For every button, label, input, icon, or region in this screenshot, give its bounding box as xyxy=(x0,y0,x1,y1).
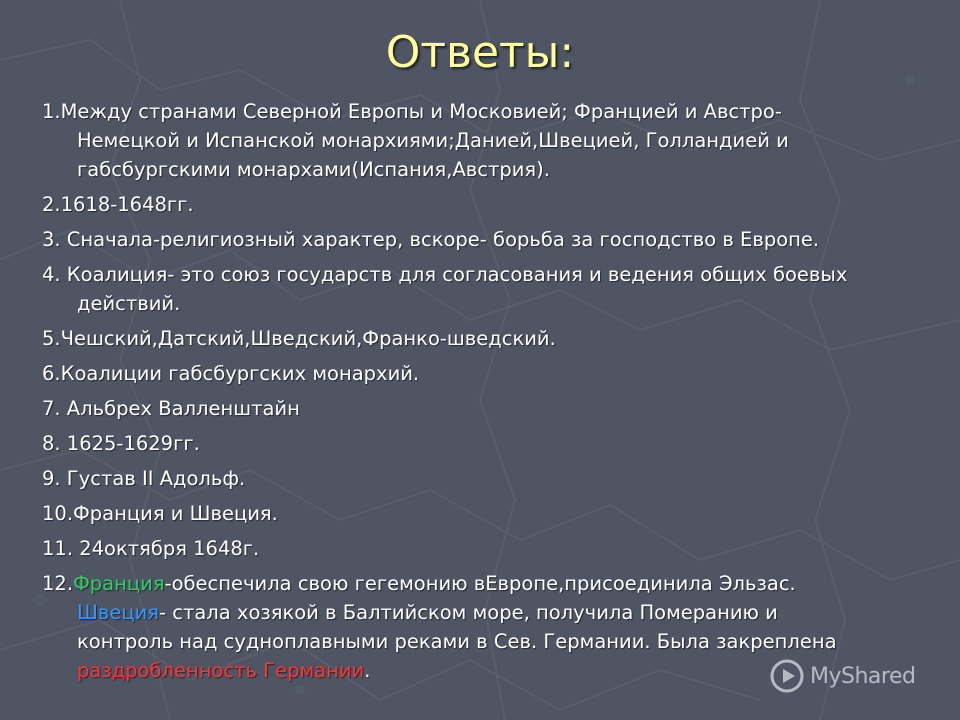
answer-12-line-1 xyxy=(42,569,932,598)
france-text: -обеспечила свою гегемонию вЕвропе,присоединила Эльзас. xyxy=(164,572,796,595)
sweden-highlight: Швеция xyxy=(77,601,160,624)
answer-6: 6.Коалиции габсбургских монархий. xyxy=(42,362,420,385)
france-highlight: Франция xyxy=(73,572,165,595)
answers-list xyxy=(42,97,932,685)
answer-11: 11. 24октября 1648г. xyxy=(42,537,260,560)
watermark-text: MyShared xyxy=(810,663,916,689)
answer-10: 10.Франция и Швеция. xyxy=(42,502,278,525)
answer-5: 5.Чешский,Датский,Шведский,Франко-шведский. xyxy=(42,327,556,350)
answer-12-line-2 xyxy=(42,598,932,627)
answer-7: 7. Альбрех Валленштайн xyxy=(42,397,300,420)
answer-4-line-1: 4. Коалиция- это союз государств для согласования и ведения общих боевых xyxy=(42,263,848,286)
answer-1-line-3: габсбургскими монархами(Испания,Австрия). xyxy=(77,158,550,181)
answer-12-line-3: контроль над судноплавными реками в Сев. Германии. Была закреплена xyxy=(77,630,837,653)
answer-8: 8. 1625-1629гг. xyxy=(42,432,200,455)
answer-9: 9. Густав II Адольф. xyxy=(42,467,246,490)
slide-title: Ответы: xyxy=(385,27,575,78)
answer-3: 3. Сначала-религиозный характер, вскоре- борьба за господство в Европе. xyxy=(42,228,820,251)
answer-12-prefix: 12. xyxy=(42,572,74,595)
play-circle-icon xyxy=(770,659,804,693)
answer-4-line-2: действий. xyxy=(77,292,181,315)
myshared-watermark xyxy=(770,656,950,696)
fragmentation-highlight: раздробленность Германии xyxy=(77,659,365,682)
answer-1-line-1: 1.Между странами Северной Европы и Московией; Францией и Австро- xyxy=(42,100,782,123)
answer-12-end: . xyxy=(364,659,371,682)
answer-1-line-2: Немецкой и Испанской монархиями;Данией,Швецией, Голландией и xyxy=(77,129,789,152)
sweden-text: - стала хозякой в Балтийском море, получила Померанию и xyxy=(159,601,778,624)
answer-1 xyxy=(42,97,932,184)
answer-4 xyxy=(42,260,932,318)
answer-2: 2.1618-1648гг. xyxy=(42,193,194,216)
